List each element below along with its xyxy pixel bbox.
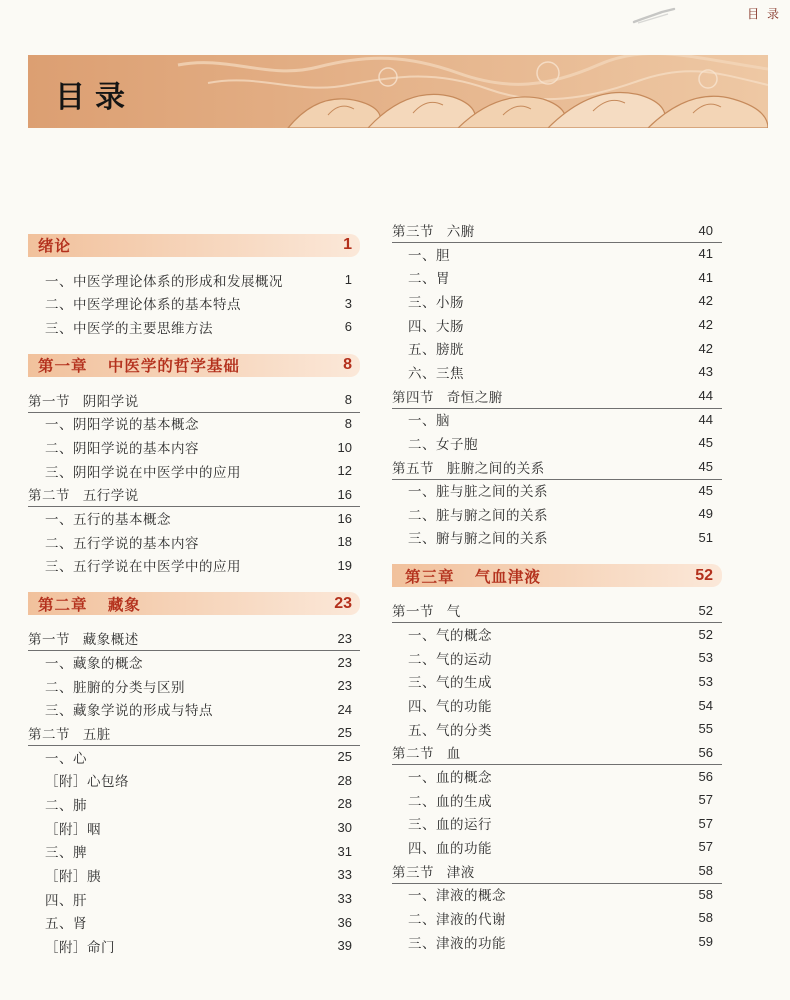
toc-item-title: 五、气的分类	[408, 722, 492, 739]
toc-chapter-title: 绪论	[38, 237, 72, 255]
toc-item-row	[392, 623, 722, 645]
toc-page-number: 52	[698, 626, 713, 642]
toc-item-title: ［附］命门	[45, 939, 115, 956]
toc-page-number: 19	[337, 557, 352, 573]
toc-section-row	[392, 456, 722, 478]
toc-page-number: 52	[698, 602, 713, 618]
toc-section-title: 第三节 六腑	[392, 224, 475, 240]
toc-section-row	[28, 389, 360, 411]
running-title: 目 录	[747, 7, 781, 21]
toc-item-row	[392, 670, 722, 692]
toc-item-row	[28, 436, 360, 458]
toc-section-title: 第五节 脏腑之间的关系	[392, 460, 545, 477]
toc-item-row	[392, 907, 722, 929]
toc-chapter-row	[28, 354, 360, 377]
toc-item-title: 二、女子胞	[408, 436, 478, 453]
toc-item-row	[392, 789, 722, 811]
toc-page-number: 45	[698, 459, 713, 474]
toc-chapter-row	[28, 234, 360, 257]
toc-item-row	[392, 836, 722, 858]
toc-item-title: 四、肝	[45, 892, 87, 909]
toc-item-row	[28, 888, 360, 910]
toc-item-row	[392, 432, 722, 454]
toc-item-title: ［附］心包络	[45, 774, 129, 791]
toc-item-title: 三、五行学说在中医学中的应用	[45, 559, 241, 576]
toc-item-row	[28, 864, 360, 886]
toc-item-title: ［附］胰	[45, 868, 101, 885]
toc-item-title: 四、血的功能	[408, 840, 492, 857]
toc-item-row	[28, 412, 360, 434]
toc-page-number: 58	[698, 886, 713, 902]
toc-right-column	[392, 0, 722, 1000]
toc-item-row	[392, 694, 722, 716]
toc-item-title: 三、津液的功能	[408, 935, 506, 952]
toc-item-row	[392, 408, 722, 430]
toc-page-number: 52	[695, 566, 713, 584]
toc-item-title: 二、血的生成	[408, 793, 492, 810]
toc-section-row	[392, 741, 722, 763]
toc-section-row	[392, 219, 722, 241]
toc-section-row	[392, 860, 722, 882]
toc-item-row	[392, 931, 722, 953]
toc-section-row	[28, 627, 360, 649]
toc-item-row	[392, 290, 722, 312]
toc-page-number: 58	[698, 910, 713, 926]
toc-item-title: 三、阴阳学说在中医学中的应用	[45, 464, 241, 481]
toc-item-title: 一、藏象的概念	[45, 656, 143, 672]
toc-chapter-row	[28, 592, 360, 615]
toc-page-number: 59	[698, 934, 713, 950]
toc-item-row	[28, 840, 360, 862]
toc-section-title: 第二节 血	[392, 746, 461, 763]
toc-item-row	[28, 769, 360, 791]
toc-item-title: 一、中医学理论体系的形成和发展概况	[45, 273, 283, 290]
toc-page-number: 28	[337, 772, 352, 788]
toc-section-row	[28, 483, 360, 505]
toc-item-title: 三、血的运行	[408, 817, 492, 834]
toc-item-title: 三、脾	[45, 845, 87, 862]
toc-item-row	[392, 883, 722, 905]
toc-item-row	[28, 651, 360, 673]
toc-page-number: 44	[698, 411, 713, 427]
toc-item-title: 四、气的功能	[408, 699, 492, 716]
toc-item-row	[392, 812, 722, 834]
toc-item-title: 二、胃	[408, 271, 450, 288]
toc-item-row	[392, 526, 722, 548]
toc-page-number: 42	[698, 340, 713, 356]
toc-page-number: 12	[337, 463, 352, 479]
toc-item-title: 一、血的概念	[408, 770, 492, 786]
toc-item-row	[28, 698, 360, 720]
toc-page-number: 23	[334, 594, 352, 612]
toc-item-title: 三、小肠	[408, 294, 464, 311]
toc-page-number: 28	[337, 796, 352, 812]
toc-item-title: 一、津液的概念	[408, 888, 506, 905]
toc-item-title: 二、脏腑的分类与区别	[45, 679, 185, 696]
toc-item-row	[28, 793, 360, 815]
toc-chapter-row	[392, 564, 722, 587]
toc-page-number: 33	[337, 891, 352, 906]
toc-item-title: 二、脏与腑之间的关系	[408, 507, 548, 524]
toc-page-number: 1	[344, 272, 352, 287]
toc-item-row	[28, 675, 360, 697]
toc-item-title: 一、脑	[408, 413, 450, 430]
toc-item-row	[28, 935, 360, 957]
toc-page-number: 3	[344, 295, 352, 311]
toc-section-title: 第一节 阴阳学说	[28, 393, 139, 410]
toc-item-title: 五、膀胱	[408, 342, 464, 359]
toc-page-number: 23	[337, 654, 352, 670]
toc-page-number: 31	[337, 843, 352, 859]
toc-page-number: 53	[698, 650, 713, 666]
toc-item-row	[392, 503, 722, 525]
toc-page-number: 10	[337, 439, 352, 455]
toc-page-number: 57	[698, 839, 713, 855]
toc-item-title: 一、阴阳学说的基本概念	[45, 417, 199, 434]
toc-item-row	[392, 361, 722, 383]
toc-item-title: ［附］咽	[45, 821, 101, 838]
toc-item-title: 二、气的运动	[408, 651, 492, 668]
toc-page-number: 58	[698, 863, 713, 879]
toc-item-title: 四、大肠	[408, 318, 464, 335]
toc-section-row	[392, 599, 722, 621]
toc-section-title: 第二节 五行学说	[28, 488, 139, 505]
toc-item-title: 二、中医学理论体系的基本特点	[45, 297, 241, 314]
toc-page-number: 40	[698, 222, 713, 238]
toc-item-title: 二、五行学说的基本内容	[45, 535, 199, 552]
toc-item-row	[28, 817, 360, 839]
toc-item-title: 一、气的概念	[408, 628, 492, 645]
toc-chapter-title: 第三章 气血津液	[405, 567, 541, 586]
toc-section-title: 第二节 五脏	[28, 726, 111, 743]
toc-section-title: 第三节 津液	[392, 864, 475, 881]
toc-item-row	[28, 554, 360, 576]
toc-page-number: 41	[698, 246, 713, 262]
toc-page-number: 45	[698, 482, 713, 498]
toc-item-row	[28, 292, 360, 314]
toc-page-number: 51	[698, 529, 713, 545]
toc-item-row	[28, 460, 360, 482]
toc-item-row	[392, 765, 722, 787]
toc-page-number: 30	[337, 820, 352, 836]
toc-page-number: 8	[343, 356, 352, 374]
toc-item-title: 二、肺	[45, 797, 87, 814]
toc-page-number: 23	[337, 678, 352, 694]
toc-page-number: 41	[698, 269, 713, 285]
toc-item-title: 三、腑与腑之间的关系	[408, 531, 548, 548]
toc-chapter-title: 第一章 中医学的哲学基础	[38, 357, 240, 376]
toc-page-number: 49	[698, 506, 713, 522]
toc-section-title: 第一节 气	[392, 604, 461, 621]
toc-item-row	[28, 507, 360, 529]
toc-page-number: 16	[337, 486, 352, 502]
toc-page-number: 8	[344, 392, 352, 408]
toc-item-row	[28, 269, 360, 291]
toc-page-number: 43	[698, 364, 713, 380]
toc-page-number: 24	[337, 701, 352, 717]
toc-item-row	[28, 911, 360, 933]
toc-item-row	[28, 746, 360, 768]
toc-section-row	[28, 722, 360, 744]
toc-page-number: 25	[337, 749, 352, 765]
toc-page-number: 1	[343, 236, 352, 253]
toc-page-number: 55	[698, 721, 713, 737]
toc-item-row	[28, 531, 360, 553]
toc-item-row	[392, 337, 722, 359]
page-title: 目录	[55, 80, 135, 115]
toc-item-row	[392, 479, 722, 501]
toc-page-number: 53	[698, 673, 713, 689]
toc-page-number: 42	[698, 317, 713, 333]
toc-item-row	[392, 314, 722, 336]
toc-item-title: 一、心	[45, 750, 87, 767]
toc-item-row	[392, 243, 722, 265]
toc-page-number: 33	[337, 867, 352, 883]
toc-item-row	[28, 316, 360, 338]
toc-page-number: 25	[337, 725, 352, 741]
toc-item-title: 一、胆	[408, 247, 450, 264]
toc-page-number: 44	[698, 388, 713, 404]
toc-item-title: 二、阴阳学说的基本内容	[45, 441, 199, 458]
toc-page-number: 16	[337, 510, 352, 526]
toc-page-number: 23	[337, 630, 352, 646]
toc-page-number: 6	[344, 319, 352, 335]
toc-page-number: 8	[344, 415, 352, 431]
toc-page-number: 54	[698, 697, 713, 713]
toc-item-title: 一、五行的基本概念	[45, 512, 171, 529]
toc-section-title: 第四节 奇恒之腑	[392, 389, 503, 406]
toc-section-title: 第一节 藏象概述	[28, 632, 139, 649]
toc-page-number: 42	[698, 293, 713, 309]
toc-item-title: 一、脏与脏之间的关系	[408, 484, 548, 501]
toc-chapter-title: 第二章 藏象	[38, 595, 141, 614]
toc-page-number: 56	[698, 744, 713, 760]
toc-item-title: 三、气的生成	[408, 675, 492, 692]
toc-item-row	[392, 647, 722, 669]
toc-item-title: 二、津液的代谢	[408, 911, 506, 928]
toc-section-row	[392, 385, 722, 407]
toc-page-number: 18	[337, 534, 352, 550]
toc-page-number: 57	[698, 815, 713, 831]
toc-page-number: 57	[698, 792, 713, 808]
toc-page-number: 45	[698, 435, 713, 451]
toc-item-title: 三、中医学的主要思维方法	[45, 320, 213, 337]
toc-item-row	[392, 266, 722, 288]
toc-page-number: 39	[337, 938, 352, 954]
toc-page-number: 56	[698, 768, 713, 784]
toc-item-row	[392, 718, 722, 740]
toc-item-title: 五、肾	[45, 916, 87, 933]
toc-left-column	[28, 0, 360, 1000]
toc-page-number: 36	[337, 914, 352, 930]
toc-item-title: 三、藏象学说的形成与特点	[45, 703, 213, 720]
toc-item-title: 六、三焦	[408, 365, 464, 382]
